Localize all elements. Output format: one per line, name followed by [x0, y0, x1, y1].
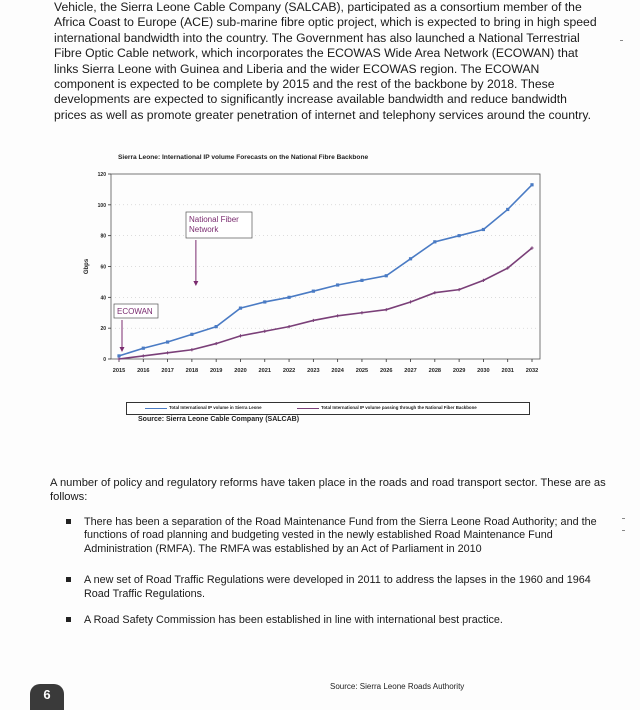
- data-point: [142, 354, 145, 357]
- y-tick-label: 100: [97, 202, 106, 209]
- series-line-2: [119, 248, 532, 359]
- chart-title: Sierra Leone: International IP volume Forecasts on the National Fibre Backbone: [118, 154, 369, 161]
- annotation-arrowhead: [193, 281, 198, 286]
- policy-intro: A number of policy and regulatory reforms have taken place in the roads and road transport sector. These are as follows:: [50, 477, 606, 503]
- x-tick-label: 2022: [282, 368, 296, 374]
- y-tick-label: 20: [100, 326, 106, 333]
- data-point: [117, 354, 120, 357]
- data-point: [506, 208, 509, 211]
- y-tick-label: 40: [100, 295, 106, 302]
- data-point: [385, 274, 388, 277]
- data-point: [287, 325, 290, 328]
- chart-source: Source: Sierra Leone Cable Company (SALCAB): [138, 416, 300, 423]
- annotation-label: National Fiber: [189, 215, 239, 224]
- data-point: [142, 347, 145, 350]
- x-tick-label: 2017: [161, 368, 174, 374]
- chart-plot: [78, 152, 558, 402]
- x-tick-label: 2015: [112, 368, 126, 374]
- data-point: [312, 290, 315, 293]
- x-tick-label: 2025: [355, 368, 369, 374]
- data-point: [239, 307, 242, 310]
- legend-swatch-series-1: [145, 408, 167, 409]
- x-tick-label: 2018: [185, 368, 199, 374]
- data-point: [312, 319, 315, 322]
- legend-label-series-1: Total International IP volume in Sierra Leone: [169, 405, 262, 410]
- x-tick-label: 2027: [404, 368, 417, 374]
- x-tick-label: 2019: [209, 368, 223, 374]
- scan-artifact: [620, 40, 623, 41]
- annotation-label: Network: [189, 225, 219, 234]
- ip-volume-chart: [78, 152, 558, 442]
- page-number: 6: [30, 684, 64, 710]
- legend-label-series-2: Total International IP volume passing through the National Fiber Backbone: [321, 405, 477, 410]
- list-item: [66, 614, 606, 627]
- data-point: [263, 300, 266, 303]
- bullet-text: There has been a separation of the Road Maintenance Fund from the Sierra Leone Road Authority; and the functions of road planning and budgeting vested in the newly established Road Maintenance Fund Administration (RMFA). The RMFA was established by an Act of Parliament in 2010: [84, 516, 597, 555]
- data-point: [166, 351, 169, 354]
- data-point: [336, 283, 339, 286]
- data-point: [190, 333, 193, 336]
- data-point: [360, 311, 363, 314]
- intro-paragraph: Vehicle, the Sierra Leone Cable Company (SALCAB), participated as a consortium member of the Africa Coast to Europe (ACE) sub-marine fibre optic project, which is expected to bring in high speed international bandwidth into the country. The Government has also launched a National Terrestrial Fibre Optic Cable network, which incorporates the ECOWAS Wide Area Network (ECOWAN) that links Sierra Leone with Guinea and Liberia and the wider ECOWAS region. The ECOWAN component is expected to be complete by 2015 and the rest of the backbone by 2018. These developments are expected to significantly increase available bandwidth and reduce bandwidth prices as well as promote greater penetration of internet and telephony services around the country.: [54, 0, 597, 122]
- y-tick-label: 80: [100, 233, 106, 240]
- y-tick-label: 120: [97, 172, 106, 178]
- policy-bullet-list: [66, 516, 606, 627]
- annotation-arrowhead: [120, 347, 125, 352]
- data-point: [530, 183, 533, 186]
- bullet-icon: [66, 577, 71, 582]
- data-point: [409, 257, 412, 260]
- bullet-icon: [66, 617, 71, 622]
- x-tick-label: 2029: [452, 368, 466, 374]
- list-item: [66, 516, 606, 556]
- bullet-text: A Road Safety Commission has been established in line with international best practice.: [84, 614, 503, 627]
- annotation-label: ECOWAN: [117, 307, 153, 316]
- data-point: [433, 240, 436, 243]
- bullet-text: A new set of Road Traffic Regulations were developed in 2011 to address the lapses in the 1960 and 1964 Road Traffic Regulations.: [84, 574, 591, 600]
- data-point: [215, 325, 218, 328]
- legend-swatch-series-2: [297, 408, 319, 409]
- x-tick-label: 2030: [477, 368, 490, 374]
- y-axis-label: Gbps: [84, 258, 90, 275]
- data-point: [336, 314, 339, 317]
- y-tick-label: 0: [103, 357, 106, 363]
- data-point: [117, 357, 120, 360]
- chart-legend: [126, 402, 530, 415]
- x-tick-label: 2020: [234, 368, 247, 374]
- scan-artifact: [622, 530, 625, 531]
- data-point: [166, 340, 169, 343]
- x-tick-label: 2024: [331, 368, 344, 374]
- x-tick-label: 2032: [525, 368, 539, 374]
- x-tick-label: 2026: [380, 368, 393, 374]
- list-item: [66, 574, 606, 601]
- data-point: [360, 279, 363, 282]
- data-point: [190, 348, 193, 351]
- bullet-icon: [66, 519, 71, 524]
- x-tick-label: 2021: [258, 368, 271, 374]
- scan-artifact: [622, 518, 625, 519]
- footer-source: Source: Sierra Leone Roads Authority: [330, 682, 465, 691]
- data-point: [263, 330, 266, 333]
- series-line-1: [119, 185, 532, 356]
- x-tick-label: 2023: [307, 368, 320, 374]
- x-tick-label: 2016: [137, 368, 150, 374]
- x-tick-label: 2031: [501, 368, 514, 374]
- data-point: [482, 228, 485, 231]
- data-point: [287, 296, 290, 299]
- y-tick-label: 60: [100, 264, 106, 271]
- x-tick-label: 2028: [428, 368, 442, 374]
- data-point: [458, 234, 461, 237]
